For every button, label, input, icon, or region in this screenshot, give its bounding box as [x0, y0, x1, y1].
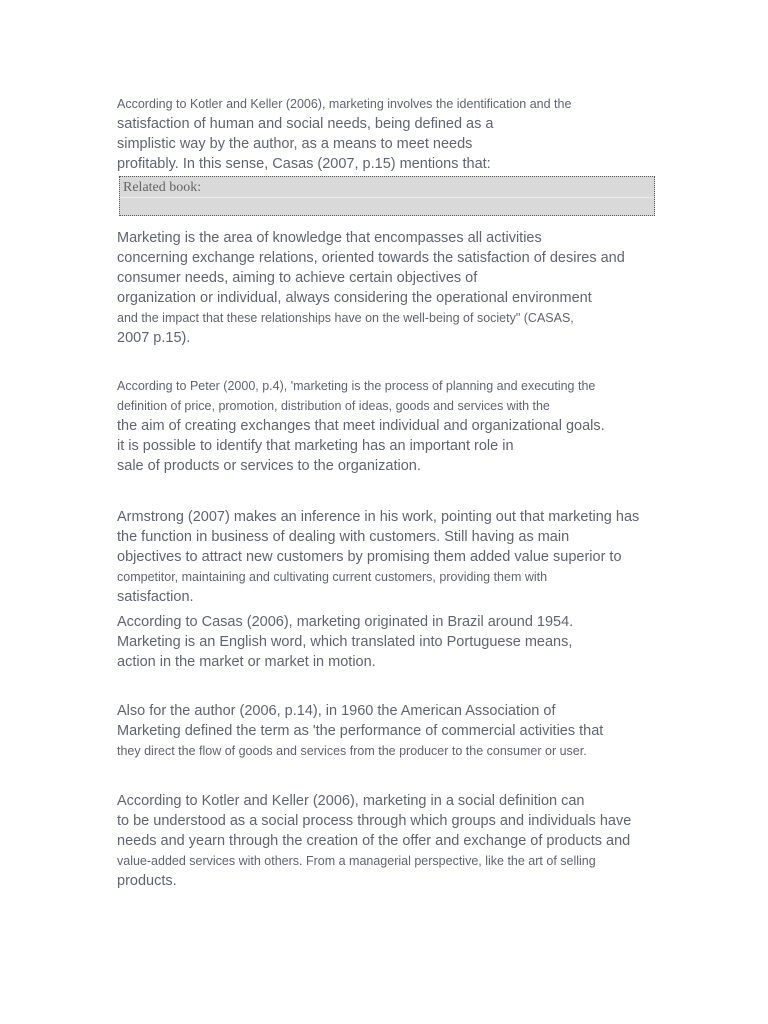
text-line: action in the market or market in motion.: [117, 654, 376, 670]
text-line: objectives to attract new customers by promising them added value superior to: [117, 549, 622, 565]
paragraph-kotler-keller-social: [117, 791, 631, 891]
text-line: competitor, maintaining and cultivating current customers, providing them with: [117, 570, 548, 584]
text-line: needs and yearn through the creation of the offer and exchange of products and: [117, 833, 631, 849]
text-line: According to Kotler and Keller (2006), marketing in a social definition can: [117, 793, 585, 809]
text-line: it is possible to identify that marketing has an important role in: [117, 438, 514, 454]
text-line: the function in business of dealing with customers. Still having as main: [117, 529, 570, 545]
text-line: definition of price, promotion, distribution of ideas, goods and services with the: [117, 399, 550, 413]
divider: [120, 197, 654, 198]
text-line: value-added services with others. From a managerial perspective, like the art of selling: [117, 854, 596, 868]
text-line: According to Kotler and Keller (2006), marketing involves the identification and the: [117, 97, 572, 111]
text-line: According to Peter (2000, p.4), 'marketing is the process of planning and executing the: [117, 379, 596, 393]
text-line: products.: [117, 873, 177, 889]
text-line: they direct the flow of goods and services from the producer to the consumer or user.: [117, 744, 587, 758]
text-line: and the impact that these relationships have on the well-being of society" (CASAS,: [117, 311, 574, 325]
text-line: sale of products or services to the organization.: [117, 458, 421, 474]
text-line: profitably. In this sense, Casas (2007, p.15) mentions that:: [117, 156, 491, 172]
text-line: to be understood as a social process through which groups and individuals have: [117, 813, 632, 829]
paragraph-peter: [117, 376, 605, 476]
text-line: organization or individual, always considering the operational environment: [117, 290, 592, 306]
text-line: Marketing is an English word, which translated into Portuguese means,: [117, 634, 573, 650]
text-line: satisfaction of human and social needs, being defined as a: [117, 116, 494, 132]
text-line: concerning exchange relations, oriented towards the satisfaction of desires and: [117, 250, 625, 266]
text-line: 2007 p.15).: [117, 330, 191, 346]
related-book-label: Related book:: [123, 180, 202, 195]
text-line: Marketing is the area of knowledge that encompasses all activities: [117, 230, 542, 246]
paragraph-casas-quote: [117, 228, 625, 348]
related-book-box[interactable]: [119, 176, 655, 216]
text-line: the aim of creating exchanges that meet individual and organizational goals.: [117, 418, 605, 434]
paragraph-casas-origin: [117, 612, 573, 672]
text-line: Armstrong (2007) makes an inference in his work, pointing out that marketing has: [117, 509, 640, 525]
paragraph-armstrong: [117, 507, 639, 607]
text-line: Also for the author (2006, p.14), in 1960 the American Association of: [117, 703, 556, 719]
text-line: Marketing defined the term as 'the performance of commercial activities that: [117, 723, 604, 739]
text-line: satisfaction.: [117, 589, 194, 605]
paragraph-kotler-keller-intro: [117, 94, 655, 216]
paragraph-ama-1960: [117, 701, 603, 761]
text-line: simplistic way by the author, as a means to meet needs: [117, 136, 473, 152]
text-line: consumer needs, aiming to achieve certain objectives of: [117, 270, 478, 286]
text-line: According to Casas (2006), marketing originated in Brazil around 1954.: [117, 614, 574, 630]
